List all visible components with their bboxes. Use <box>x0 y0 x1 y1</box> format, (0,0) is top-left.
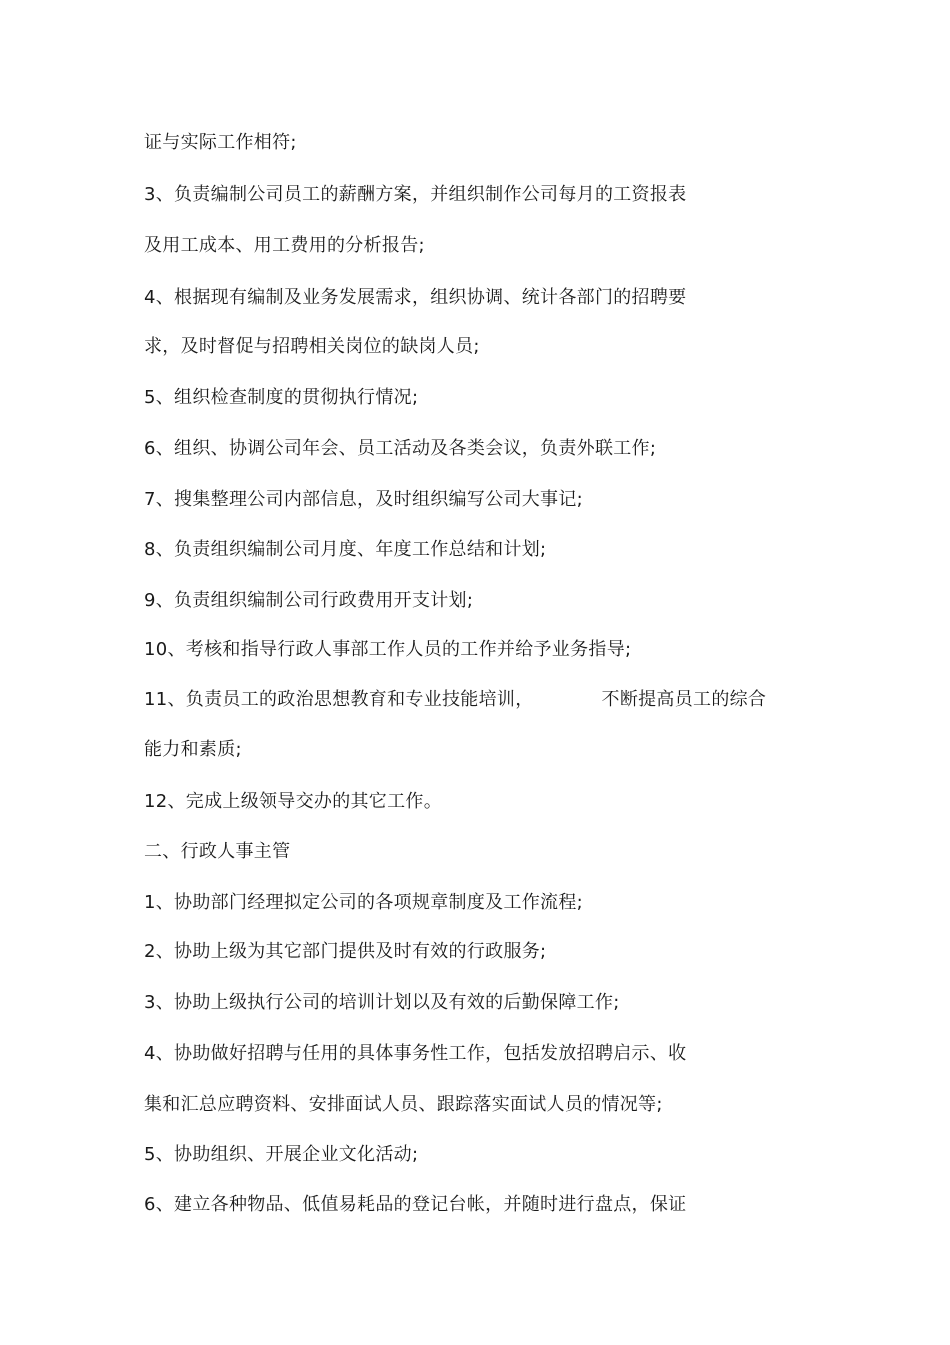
text-line-16: 1、协助部门经理拟定公司的各项规章制度及工作流程; <box>144 892 584 913</box>
text-line-9: 8、负责组织编制公司月度、年度工作总结和计划; <box>144 539 547 560</box>
text-line-20: 集和汇总应聘资料、安排面试人员、跟踪落实面试人员的情况等; <box>144 1094 663 1115</box>
text-line-1: 证与实际工作相符; <box>144 132 297 153</box>
text-line-14: 12、完成上级领导交办的其它工作。 <box>144 791 443 812</box>
text-line-19: 4、协助做好招聘与任用的具体事务性工作，包括发放招聘启示、收 <box>144 1043 687 1064</box>
section-heading: 二、行政人事主管 <box>144 841 291 862</box>
text-line-18: 3、协助上级执行公司的培训计划以及有效的后勤保障工作; <box>144 992 620 1013</box>
text-line-12-part-1: 11、负责员工的政治思想教育和专业技能培训， <box>144 689 534 710</box>
text-line-2: 3、负责编制公司员工的薪酬方案，并组织制作公司每月的工资报表 <box>144 184 687 205</box>
text-line-10: 9、负责组织编制公司行政费用开支计划; <box>144 590 474 611</box>
text-line-21: 5、协助组织、开展企业文化活动; <box>144 1144 419 1165</box>
text-line-7: 6、组织、协调公司年会、员工活动及各类会议，负责外联工作; <box>144 438 657 459</box>
text-line-12-part-2: 不断提高员工的综合 <box>601 689 767 710</box>
text-line-8: 7、搜集整理公司内部信息，及时组织编写公司大事记; <box>144 489 584 510</box>
text-line-6: 5、组织检查制度的贯彻执行情况; <box>144 387 419 408</box>
text-line-4: 4、根据现有编制及业务发展需求，组织协调、统计各部门的招聘要 <box>144 287 687 308</box>
text-line-17: 2、协助上级为其它部门提供及时有效的行政服务; <box>144 941 547 962</box>
text-line-11: 10、考核和指导行政人事部工作人员的工作并给予业务指导; <box>144 639 632 660</box>
text-line-12 <box>144 688 766 712</box>
text-line-3: 及用工成本、用工费用的分析报告; <box>144 235 425 256</box>
text-line-22: 6、建立各种物品、低值易耗品的登记台帐，并随时进行盘点，保证 <box>144 1194 687 1215</box>
text-line-5: 求，及时督促与招聘相关岗位的缺岗人员; <box>144 336 480 357</box>
text-line-13: 能力和素质; <box>144 739 242 760</box>
